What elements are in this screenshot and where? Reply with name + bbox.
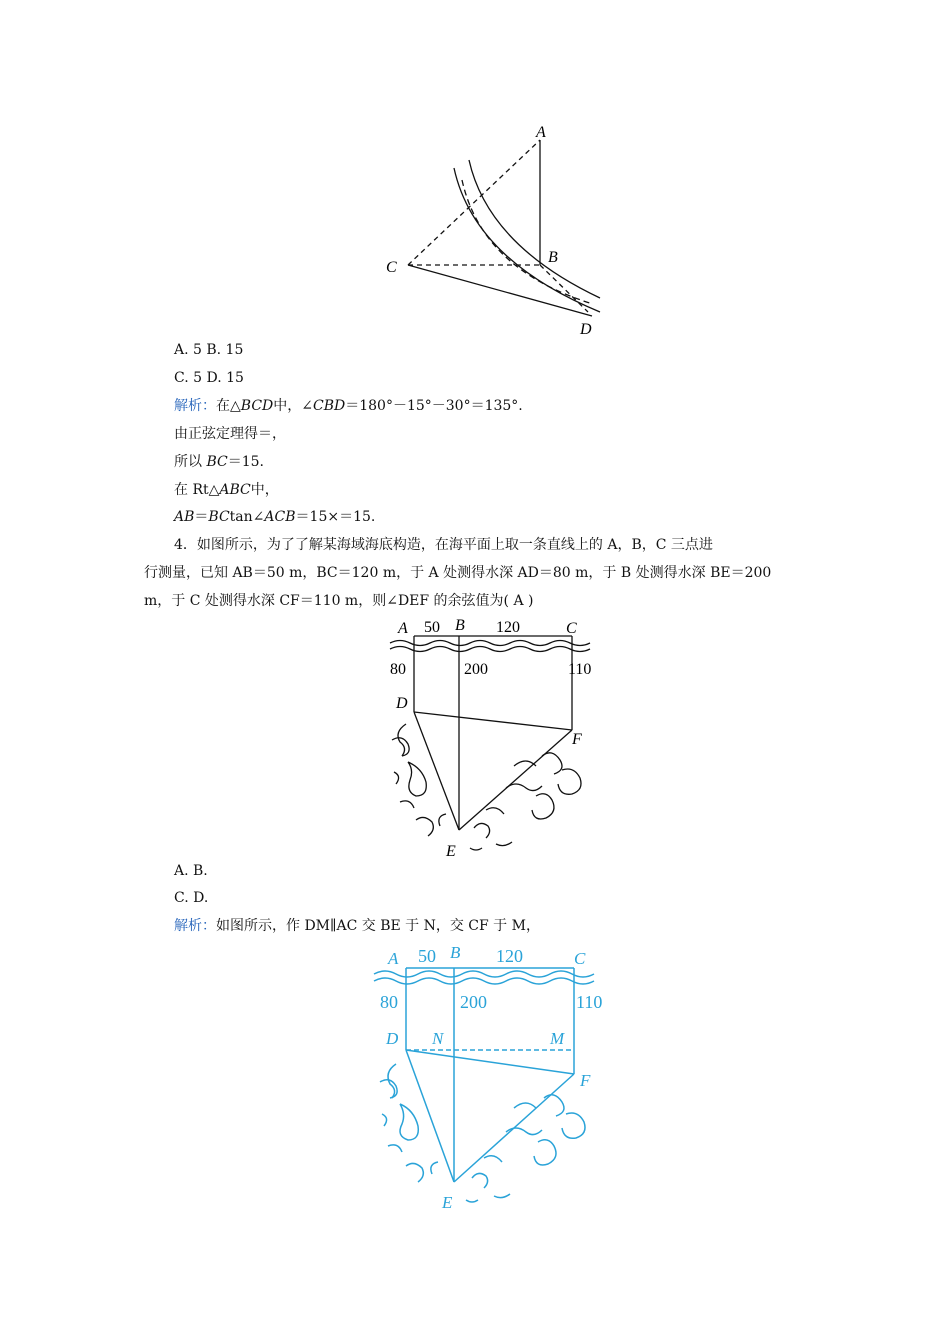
- analysis-label: 解析：: [174, 398, 216, 414]
- dim-ab: 50: [418, 946, 436, 966]
- dim-ad: 80: [390, 661, 406, 678]
- label-a: A: [388, 949, 399, 968]
- dim-ab: 50: [424, 619, 440, 636]
- label-e: E: [442, 1193, 453, 1212]
- q4-stem-line3: m，于 C 处测得水深 CF＝110 m，则∠DEF 的余弦值为( A ): [144, 593, 534, 609]
- q4-analysis: 解析：如图所示，作 DM∥AC 交 BE 于 N，交 CF 于 M，: [174, 918, 540, 934]
- dim-be: 200: [464, 661, 488, 678]
- label-a: A: [536, 124, 546, 141]
- label-b: B: [455, 617, 465, 634]
- dim-ad: 80: [380, 992, 398, 1012]
- q3-analysis-line5: AB＝BCtan∠ACB＝15×＝15.: [174, 509, 376, 525]
- label-c: C: [566, 620, 577, 637]
- q3-analysis-line2: 由正弦定理得＝，: [174, 426, 286, 442]
- label-c: C: [574, 949, 586, 968]
- figure-river-triangle: [378, 120, 604, 340]
- label-a: A: [398, 620, 408, 637]
- q4-options-cd: C. D.: [174, 890, 209, 906]
- dim-bc: 120: [496, 946, 523, 966]
- label-n: N: [432, 1029, 444, 1048]
- dim-cf: 110: [568, 661, 592, 678]
- q3-analysis-line1: 解析：在△BCD中，∠CBD＝180°－15°－30°＝135°.: [174, 398, 523, 414]
- figure-seabed: [386, 612, 602, 860]
- q3-analysis-line3: 所以 BC＝15.: [174, 454, 264, 470]
- q4-stem-line1: 4．如图所示，为了了解某海域海底构造，在海平面上取一条直线上的 A，B，C 三点进: [174, 537, 713, 553]
- q4-stem-line2: 行测量，已知 AB＝50 m，BC＝120 m，于 A 处测得水深 AD＝80 m，于 B 处测得水深 BE＝200: [144, 565, 772, 581]
- label-f: F: [572, 731, 582, 748]
- dim-bc: 120: [496, 619, 520, 636]
- label-d: D: [396, 695, 408, 712]
- label-c: C: [386, 259, 397, 276]
- label-m: M: [550, 1029, 565, 1048]
- label-d: D: [580, 321, 592, 338]
- label-f: F: [580, 1071, 591, 1090]
- q3-options-cd: C. 5 D. 15: [174, 370, 244, 386]
- label-d: D: [386, 1029, 399, 1048]
- dim-be: 200: [460, 992, 487, 1012]
- q3-options-ab: A. 5 B. 15: [174, 342, 244, 358]
- figure-seabed-solution: [370, 940, 616, 1212]
- label-b: B: [548, 249, 558, 266]
- dim-cf: 110: [576, 992, 603, 1012]
- q4-options-ab: A. B.: [174, 863, 208, 879]
- q3-analysis-line4: 在 Rt△ABC中，: [174, 482, 279, 498]
- analysis-label: 解析：: [174, 918, 216, 934]
- label-e: E: [446, 843, 456, 860]
- label-b: B: [450, 943, 461, 962]
